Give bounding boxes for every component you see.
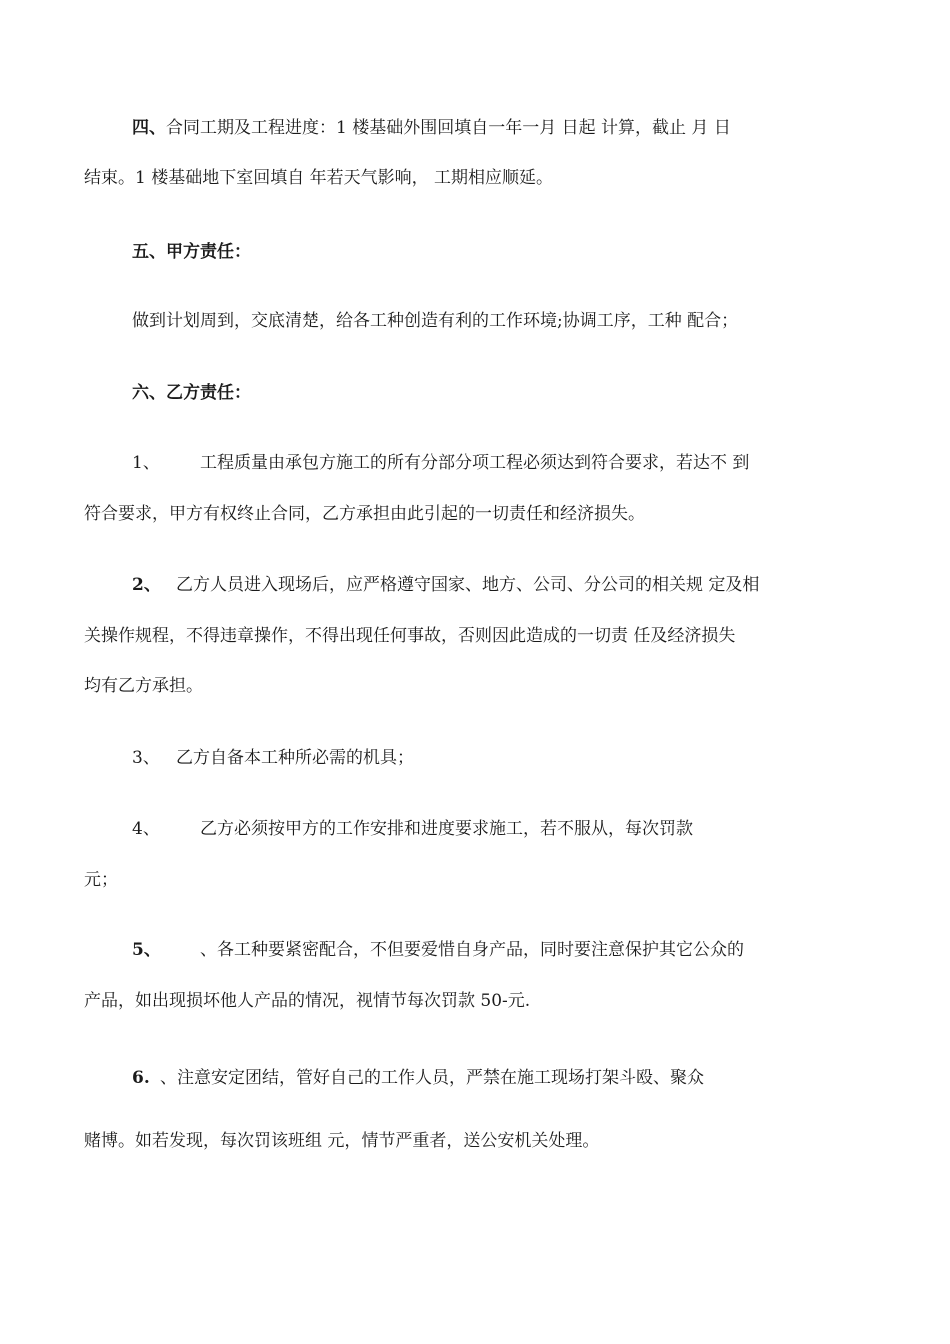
section-6-heading: 六、乙方责任： <box>132 383 251 403</box>
item-3-line-1: 乙方自备本工种所必需的机具； <box>176 748 414 768</box>
section-4-line-2: 结束。1 楼基础地下室回填自 年若天气影响， 工期相应顺延。 <box>84 168 554 188</box>
item-2-line-2: 关操作规程，不得违章操作，不得出现任何事故，否则因此造成的一切责 任及经济损失 <box>84 626 736 646</box>
item-5-number: 5、 <box>132 940 161 960</box>
item-6-line-1: 、注意安定团结，管好自己的工作人员，严禁在施工现场打架斗殴、聚众 <box>160 1068 704 1088</box>
section-4-text: 合同工期及工程进度：1 楼基础外围回填自一年一月 日起 计算，截止 月 日 <box>166 118 731 138</box>
item-2-line-1: 乙方人员进入现场后，应严格遵守国家、地方、公司、分公司的相关规 定及相 <box>176 575 760 595</box>
item-6-number: 6. <box>132 1068 150 1088</box>
item-1-number: 1、 <box>132 453 160 473</box>
section-4-heading: 四、 <box>132 118 166 138</box>
item-6-line-2: 赌博。如若发现，每次罚该班组 元，情节严重者，送公安机关处理。 <box>84 1131 600 1151</box>
item-4-line-2: 元； <box>84 870 118 890</box>
item-3-number: 3、 <box>132 748 160 768</box>
item-4-number: 4、 <box>132 819 160 839</box>
section-4-line-1 <box>132 116 731 140</box>
item-2-line-3: 均有乙方承担。 <box>84 676 203 696</box>
item-2-number: 2、 <box>132 575 161 595</box>
item-5-line-2: 产品，如出现损坏他人产品的情况，视情节每次罚款 50-元. <box>84 991 531 1011</box>
item-1-line-2: 符合要求，甲方有权终止合同，乙方承担由此引起的一切责任和经济损失。 <box>84 504 645 524</box>
item-4-line-1: 乙方必须按甲方的工作安排和进度要求施工，若不服从，每次罚款 <box>200 819 693 839</box>
section-5-body: 做到计划周到，交底清楚，给各工种创造有利的工作环境;协调工序，工种 配合； <box>132 311 739 331</box>
item-5-line-1: 、各工种要紧密配合，不但要爱惜自身产品，同时要注意保护其它公众的 <box>200 940 744 960</box>
item-1-line-1: 工程质量由承包方施工的所有分部分项工程必须达到符合要求，若达不 到 <box>200 453 750 473</box>
section-5-heading: 五、甲方责任： <box>132 242 251 262</box>
